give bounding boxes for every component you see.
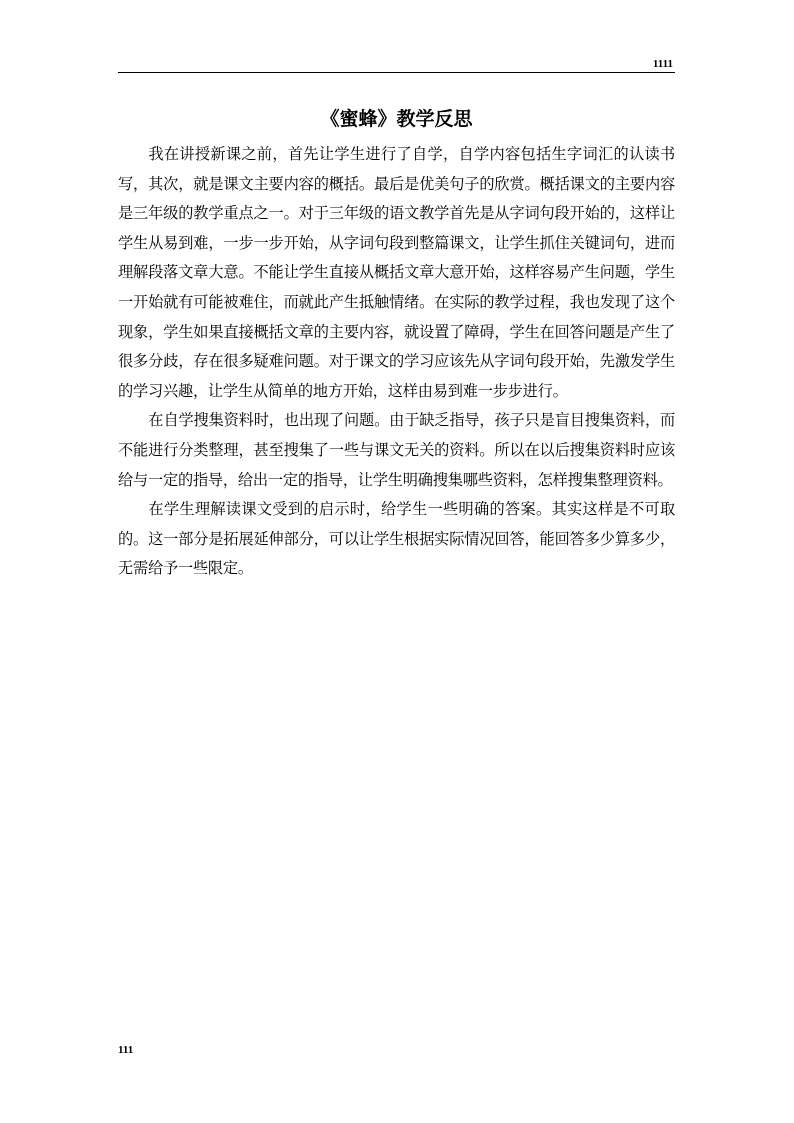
document-title: 《蜜蜂》教学反思 bbox=[320, 108, 473, 130]
paragraph-3: 在学生理解读课文受到的启示时，给学生一些明确的答案。其实这样是不可取的。这一部分是拓展延伸部分，可以让学生根据实际情况回答，能回答多少算多少，无需给予一些限定。 bbox=[118, 500, 675, 578]
paragraph-2: 在自学搜集资料时，也出现了问题。由于缺乏指导，孩子只是盲目搜集资料，而不能进行分类整理，甚至搜集了一些与课文无关的资料。所以在以后搜集资料时应该给与一定的指导，给出一定的指导，让学生明确搜集哪些资料，怎样搜集整理资料。 bbox=[118, 411, 675, 489]
paragraph-1: 我在讲授新课之前，首先让学生进行了自学，自学内容包括生字词汇的认读书写，其次，就是课文主要内容的概括。最后是优美句子的欣赏。概括课文的主要内容是三年级的教学重点之一。对于三年级的语文教学首先是从字词句段开始的，这样让学生从易到难，一步一步开始，从字词句段到整篇课文，让学生抓住关键词句，进而理解段落文章大意。不能让学生直接从概括文章大意开始，这样容易产生问题，学生一开始就有可能被难住，而就此产生抵触情绪。在实际的教学过程，我也发现了这个现象，学生如果直接概括文章的主要内容，就设置了障碍，学生在回答问题是产生了很多分歧，存在很多疑难问题。对于课文的学习应该先从字词句段开始，先激发学生的学习兴趣，让学生从简单的地方开始，这样由易到难一步步进行。 bbox=[118, 145, 675, 400]
header-page-number: 1111 bbox=[652, 58, 673, 70]
document-body bbox=[118, 140, 675, 584]
header-divider bbox=[118, 72, 675, 73]
footer-page-number: 111 bbox=[118, 1044, 134, 1056]
